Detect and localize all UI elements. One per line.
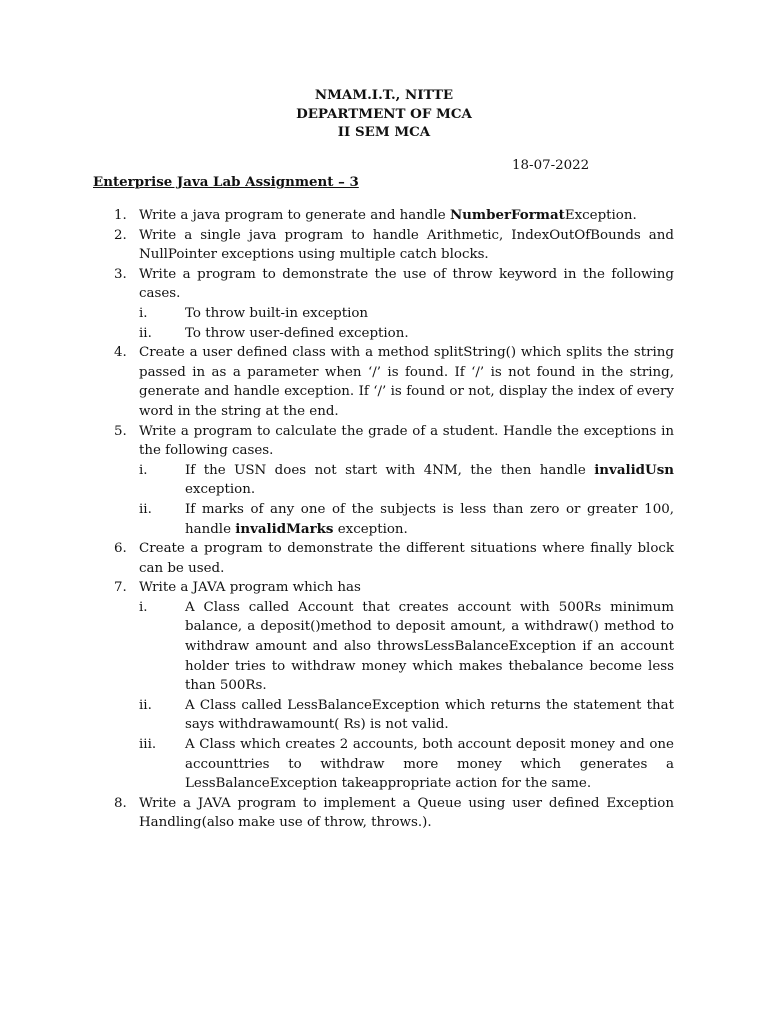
question-number: 4. xyxy=(114,345,127,361)
question-text: Create a program to demonstrate the different situations where finally block can be used. xyxy=(139,541,674,576)
sub-question-item xyxy=(139,304,674,324)
question-item xyxy=(93,794,674,833)
sub-question-item xyxy=(139,461,674,500)
question-item xyxy=(93,226,674,265)
department-name: DEPARTMENT OF MCA xyxy=(296,105,472,122)
question-number: 1. xyxy=(114,208,127,223)
sub-question-item xyxy=(139,324,674,344)
sub-question-text: To throw user-defined exception. xyxy=(185,325,409,341)
question-text: Write a program to calculate the grade of a student. Handle the exceptions in the following cases. xyxy=(139,423,674,459)
question-number: 8. xyxy=(114,795,127,811)
sub-question-number: iii. xyxy=(139,737,157,753)
sub-question-text: If marks of any one of the subjects is less than zero or greater 100, handle invalidMarks exception. xyxy=(185,501,674,537)
sub-question-item xyxy=(139,500,674,539)
keyword-bold: invalidUsn xyxy=(594,461,674,478)
question-text: Write a java program to generate and handle NumberFormatException. xyxy=(139,207,637,223)
sub-question-text: A Class called LessBalanceException which returns the statement that says withdrawamount( Rs) is not valid. xyxy=(185,697,674,733)
question-text: Create a user defined class with a method splitString() which splits the string passed in as a parameter when ‘/’ is found. If ‘/’ is not found in the string, generate and handle exception. If ‘/’ is found or not, display the index of every word in the string at the end. xyxy=(139,345,674,419)
keyword-bold: NumberFormat xyxy=(449,207,565,223)
sub-question-number: i. xyxy=(139,305,148,321)
sub-question-number: ii. xyxy=(139,501,152,517)
sub-question-item xyxy=(139,735,674,794)
question-item xyxy=(93,422,674,540)
sub-question-number: ii. xyxy=(139,697,152,713)
sub-question-item xyxy=(139,598,674,696)
sub-question-text: To throw built-in exception xyxy=(185,305,369,321)
sub-question-text: If the USN does not start with 4NM, the then handle invalidUsn exception. xyxy=(185,461,674,498)
semester-label: II SEM MCA xyxy=(337,124,431,140)
question-number: 5. xyxy=(114,423,127,439)
question-text: Write a JAVA program to implement a Queue using user defined Exception Handling(also make use of throw, throws.). xyxy=(139,795,674,831)
sub-question-item xyxy=(139,696,674,735)
question-text: Write a program to demonstrate the use of throw keyword in the following cases. xyxy=(139,266,674,302)
assignment-title: Enterprise Java Lab Assignment – 3 xyxy=(93,174,359,190)
question-text: Write a JAVA program which has xyxy=(139,580,361,596)
question-item xyxy=(93,265,674,343)
keyword-bold: invalidMarks xyxy=(235,520,334,537)
question-item xyxy=(93,343,674,421)
sub-question-text: A Class called Account that creates account with 500Rs minimum balance, a deposit()method to deposit amount, a withdraw() method to withdraw amount and also throwsLessBalanceException if an account holder tries to withdraw money which makes thebalance become less than 500Rs. xyxy=(185,599,674,694)
sub-question-number: i. xyxy=(139,599,148,615)
sub-question-number: i. xyxy=(139,462,148,478)
sub-question-text: A Class which creates 2 accounts, both account deposit money and one accounttries to withdraw more money which generates a LessBalanceException takeappropriate action for the same. xyxy=(185,737,674,792)
sub-question-number: ii. xyxy=(139,325,152,341)
question-number: 2. xyxy=(114,227,127,243)
document-header xyxy=(0,86,768,142)
question-number: 7. xyxy=(114,580,127,596)
assignment-date: 18-07-2022 xyxy=(512,158,590,173)
question-item xyxy=(93,206,674,226)
institute-name: NMAM.I.T., NITTE xyxy=(314,87,454,103)
question-number: 6. xyxy=(114,541,127,557)
question-item xyxy=(93,539,674,578)
question-number: 3. xyxy=(114,266,127,282)
question-text: Write a single java program to handle Arithmetic, IndexOutOfBounds and NullPointer exceptions using multiple catch blocks. xyxy=(139,227,674,263)
question-item xyxy=(93,578,674,794)
question-list xyxy=(93,206,674,833)
